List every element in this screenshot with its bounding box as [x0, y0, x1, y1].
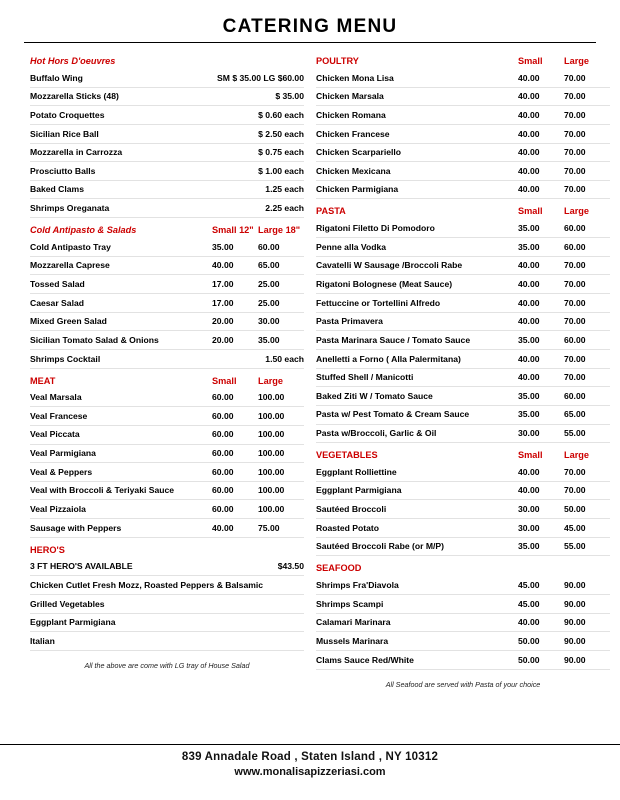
- menu-item-row: [30, 350, 304, 369]
- menu-item-price-large: 70.00: [564, 128, 586, 139]
- menu-item-name: Veal Pizzaiola: [30, 504, 86, 515]
- section-col-small: Small: [212, 375, 237, 386]
- menu-item-name: Shrimps Oreganata: [30, 203, 110, 214]
- section-col-small: Small 12": [212, 225, 254, 236]
- menu-item-price-small: 30.00: [518, 522, 540, 533]
- menu-item-name: Chicken Scarpariello: [316, 147, 402, 158]
- menu-item-row: [30, 500, 304, 519]
- menu-item-price-small: 40.00: [518, 128, 540, 139]
- menu-item-price-large: 60.00: [564, 334, 586, 345]
- menu-item-name: 3 FT HERO'S AVAILABLE: [30, 561, 133, 572]
- menu-item-name: Veal Marsala: [30, 392, 82, 403]
- menu-item-price-large: 65.00: [258, 260, 280, 271]
- left-column: [10, 49, 310, 670]
- menu-item-price-large: 60.00: [258, 241, 280, 252]
- menu-item-price: $ 0.75 each: [258, 147, 304, 158]
- menu-item-row: [316, 651, 610, 670]
- menu-item-row: [316, 595, 610, 614]
- menu-item-row: [30, 125, 304, 144]
- menu-item-price-large: 55.00: [564, 428, 586, 439]
- menu-item-row: [30, 331, 304, 350]
- footer-address: 839 Annadale Road , Staten Island , NY 10312: [181, 751, 439, 763]
- menu-item-price: $ 1.00 each: [258, 165, 304, 176]
- menu-item-price: 1.50 each: [265, 353, 304, 364]
- menu-item-name: Shrimps Cocktail: [30, 353, 101, 364]
- menu-item-row: [316, 500, 610, 519]
- menu-item-row: [316, 144, 610, 163]
- section-title: POULTRY: [316, 56, 359, 66]
- menu-item-price-small: 45.00: [518, 579, 540, 590]
- menu-section: [316, 206, 610, 443]
- menu-item-price-small: 40.00: [518, 279, 540, 289]
- section-title: VEGETABLES: [316, 450, 378, 461]
- menu-item-price-small: 60.00: [212, 392, 234, 403]
- bottom-bar: [0, 794, 620, 800]
- menu-item-name: Pasta Primavera: [316, 316, 383, 327]
- menu-item-price-large: 70.00: [564, 109, 586, 120]
- menu-item-row: [316, 162, 610, 181]
- menu-item-price-large: 70.00: [564, 165, 586, 176]
- menu-item-name: Roasted Potato: [316, 522, 380, 533]
- section-title: Hot Hors D'oeuvres: [30, 56, 116, 66]
- menu-item-price-small: 40.00: [518, 165, 540, 176]
- menu-item-price: 2.25 each: [265, 203, 304, 214]
- menu-item-price-large: 60.00: [564, 241, 586, 252]
- menu-item-price-small: 60.00: [212, 485, 234, 496]
- section-title: PASTA: [316, 206, 346, 217]
- section-title: SEAFOOD: [316, 563, 362, 574]
- menu-section: [316, 56, 610, 199]
- menu-item-price-large: 70.00: [564, 279, 586, 289]
- menu-item-row: [30, 257, 304, 276]
- section-title: Cold Antipasto & Salads: [30, 225, 137, 236]
- section-header: [316, 56, 610, 66]
- menu-item-row: [316, 313, 610, 332]
- menu-item-price: $43.50: [277, 561, 304, 572]
- menu-item-price-large: 55.00: [564, 541, 586, 552]
- menu-item-price-small: 40.00: [518, 297, 540, 308]
- page-title: CATERING MENU: [222, 16, 398, 37]
- menu-item-price-small: 35.00: [518, 541, 540, 552]
- section-header: [30, 56, 304, 66]
- menu-item-name: Buffalo Wing: [30, 72, 83, 83]
- section-title: HERO'S: [30, 544, 65, 555]
- menu-item-row: [316, 406, 610, 425]
- title-divider: [24, 42, 596, 43]
- menu-item-price: $ 0.60 each: [258, 109, 304, 120]
- menu-item-name: Mozzarella in Carrozza: [30, 147, 123, 158]
- menu-item-row: [316, 576, 610, 595]
- menu-item-name: Penne alla Vodka: [316, 241, 387, 252]
- menu-item-name: Chicken Mexicana: [316, 165, 391, 176]
- menu-item-price-large: 75.00: [258, 522, 280, 533]
- menu-item-row: [316, 331, 610, 350]
- menu-item-name: Mozzarella Sticks (48): [30, 91, 119, 102]
- menu-item-price: 1.25 each: [265, 184, 304, 195]
- footer-website[interactable]: www.monalisapizzeriasi.com: [234, 766, 386, 778]
- menu-item-price-large: 100.00: [258, 504, 285, 515]
- menu-item-row: [30, 519, 304, 538]
- menu-item-name: Mozzarella Caprese: [30, 260, 110, 271]
- section-col-large: Large: [564, 450, 590, 461]
- section-col-large: Large: [258, 375, 284, 386]
- menu-item-row: [316, 257, 610, 276]
- section-header: [30, 545, 304, 555]
- menu-item-name: Stuffed Shell / Manicotti: [316, 372, 414, 383]
- menu-item-price-small: 40.00: [518, 617, 540, 628]
- menu-item-price-large: 65.00: [564, 409, 586, 420]
- menu-item-price-small: 60.00: [212, 429, 234, 440]
- menu-item-row: [316, 350, 610, 369]
- menu-section: [30, 545, 304, 651]
- menu-item-row: [30, 294, 304, 313]
- section-col-large: Large 18": [258, 225, 301, 236]
- menu-item-row: [316, 125, 610, 144]
- menu-item-row: [316, 69, 610, 88]
- menu-item-row: [316, 88, 610, 107]
- menu-item-name: Italian: [30, 635, 55, 646]
- menu-item-price-small: 60.00: [212, 448, 234, 459]
- menu-item-price-small: 40.00: [518, 147, 540, 158]
- right-column: [310, 49, 610, 689]
- menu-item-price-small: 50.00: [518, 654, 540, 665]
- menu-item-price-large: 100.00: [258, 466, 285, 477]
- menu-item-name: Veal & Peppers: [30, 466, 93, 477]
- menu-item-name: Pasta w/Broccoli, Garlic & Oil: [316, 428, 437, 439]
- menu-item-price-large: 50.00: [564, 504, 586, 515]
- menu-item-name: Shrimps Fra'Diavola: [316, 579, 399, 590]
- menu-item-price-small: 17.00: [212, 279, 234, 289]
- menu-item-name: Calamari Marinara: [316, 617, 391, 628]
- menu-item-price-small: 40.00: [518, 184, 540, 195]
- menu-item-price-large: 100.00: [258, 429, 285, 440]
- menu-item-price-large: 25.00: [258, 297, 280, 308]
- menu-item-price-large: 100.00: [258, 485, 285, 496]
- menu-item-price-small: 20.00: [212, 316, 234, 327]
- menu-item-name: Baked Clams: [30, 184, 84, 195]
- menu-item-row: [316, 425, 610, 444]
- menu-item-price-large: 70.00: [564, 297, 586, 308]
- menu-item-row: [316, 294, 610, 313]
- menu-item-price: SM $ 35.00 LG $60.00: [217, 72, 304, 83]
- section-col-small: Small: [518, 450, 543, 461]
- menu-section: [316, 563, 610, 669]
- menu-item-name: Chicken Mona Lisa: [316, 72, 394, 83]
- menu-item-price-large: 70.00: [564, 72, 586, 83]
- menu-item-name: Pasta w/ Pest Tomato & Cream Sauce: [316, 409, 470, 420]
- menu-item-price-small: 40.00: [518, 109, 540, 120]
- menu-item-price-small: 40.00: [518, 260, 540, 271]
- menu-section: [30, 376, 304, 538]
- section-col-small: Small: [518, 206, 543, 217]
- menu-item-price-large: 90.00: [564, 635, 586, 646]
- menu-columns: [10, 49, 610, 689]
- menu-item-price-small: 40.00: [518, 72, 540, 83]
- menu-item-name: Pasta Marinara Sauce / Tomato Sauce: [316, 334, 471, 345]
- menu-item-price-large: 100.00: [258, 448, 285, 459]
- menu-item-name: Prosciutto Balls: [30, 165, 96, 176]
- menu-item-price-large: 70.00: [564, 353, 586, 364]
- menu-item-name: Fettuccine or Tortellini Alfredo: [316, 297, 441, 308]
- menu-item-row: [316, 519, 610, 538]
- section-col-large: Large: [564, 206, 590, 217]
- menu-item-name: Anelletti a Forno ( Alla Palermitana): [316, 353, 461, 364]
- menu-item-price-small: 45.00: [518, 598, 540, 609]
- menu-item-name: Sautéed Broccoli Rabe (or M/P): [316, 541, 444, 552]
- menu-item-price-small: 35.00: [518, 334, 540, 345]
- menu-item-row: [30, 106, 304, 125]
- menu-item-price-large: 90.00: [564, 579, 586, 590]
- menu-item-price-small: 20.00: [212, 334, 234, 345]
- menu-item-price-large: 30.00: [258, 316, 280, 327]
- menu-item-price-small: 40.00: [518, 485, 540, 496]
- menu-item-row: [30, 558, 304, 577]
- menu-item-price-small: 30.00: [518, 428, 540, 439]
- menu-item-price-small: 40.00: [212, 260, 234, 271]
- menu-item-price-large: 70.00: [564, 184, 586, 195]
- menu-item-price-small: 40.00: [518, 372, 540, 383]
- menu-item-row: [316, 275, 610, 294]
- menu-item-name: Tossed Salad: [30, 279, 85, 289]
- menu-item-row: [316, 463, 610, 482]
- menu-item-name: Clams Sauce Red/White: [316, 654, 414, 665]
- menu-item-price-large: 70.00: [564, 372, 586, 383]
- menu-item-price: $ 2.50 each: [258, 128, 304, 139]
- section-header: [30, 225, 304, 235]
- menu-item-name: Chicken Marsala: [316, 91, 384, 102]
- menu-section: [30, 225, 304, 368]
- menu-item-row: [30, 595, 304, 614]
- menu-item-row: [316, 614, 610, 633]
- menu-item-name: Sautéed Broccoli: [316, 504, 387, 515]
- section-header: [30, 376, 304, 386]
- section-col-large: Large: [564, 56, 590, 66]
- menu-item-row: [316, 387, 610, 406]
- menu-item-name: Chicken Francese: [316, 128, 390, 139]
- menu-item-row: [30, 181, 304, 200]
- menu-item-row: [30, 407, 304, 426]
- menu-item-price-small: 60.00: [212, 504, 234, 515]
- section-header: [316, 563, 610, 573]
- menu-item-name: Eggplant Rolliettine: [316, 466, 397, 477]
- menu-item-name: Veal Francese: [30, 410, 88, 421]
- menu-item-price-large: 60.00: [564, 390, 586, 401]
- menu-item-row: [30, 69, 304, 88]
- menu-item-name: Rigatoni Bolognese (Meat Sauce): [316, 279, 453, 289]
- menu-item-row: [30, 238, 304, 257]
- menu-item-name: Veal with Broccoli & Teriyaki Sauce: [30, 485, 175, 496]
- section-header: [316, 450, 610, 460]
- menu-item-price-large: 90.00: [564, 617, 586, 628]
- menu-item-price-small: 35.00: [518, 241, 540, 252]
- right-column-note: All Seafood are served with Pasta of your choice: [385, 679, 541, 689]
- menu-section: [30, 56, 304, 218]
- menu-item-row: [30, 275, 304, 294]
- menu-item-price-large: 90.00: [564, 598, 586, 609]
- menu-item-name: Grilled Vegetables: [30, 598, 105, 609]
- menu-item-price: $ 35.00: [275, 91, 304, 102]
- menu-item-name: Potato Croquettes: [30, 109, 105, 120]
- menu-item-name: Chicken Romana: [316, 109, 386, 120]
- menu-item-name: Caesar Salad: [30, 297, 84, 308]
- menu-item-row: [316, 482, 610, 501]
- menu-item-row: [316, 106, 610, 125]
- page-footer: [0, 744, 620, 800]
- menu-item-name: Veal Piccata: [30, 429, 80, 440]
- menu-item-price-large: 70.00: [564, 485, 586, 496]
- menu-item-price-small: 17.00: [212, 297, 234, 308]
- menu-item-price-large: 70.00: [564, 91, 586, 102]
- menu-item-row: [30, 88, 304, 107]
- left-column-note: All the above are come with LG tray of House Salad: [84, 660, 250, 670]
- menu-item-price-small: 35.00: [518, 223, 540, 234]
- menu-item-name: Mussels Marinara: [316, 635, 389, 646]
- menu-item-price-large: 45.00: [564, 522, 586, 533]
- menu-item-name: Veal Parmigiana: [30, 448, 96, 459]
- menu-item-row: [30, 426, 304, 445]
- menu-item-row: [30, 313, 304, 332]
- menu-item-row: [30, 445, 304, 464]
- menu-item-row: [30, 632, 304, 651]
- menu-item-row: [30, 576, 304, 595]
- menu-item-price-large: 60.00: [564, 223, 586, 234]
- menu-item-price-small: 60.00: [212, 410, 234, 421]
- menu-item-price-small: 35.00: [518, 390, 540, 401]
- menu-item-price-small: 50.00: [518, 635, 540, 646]
- section-title: MEAT: [30, 375, 56, 386]
- menu-item-name: Cavatelli W Sausage /Broccoli Rabe: [316, 260, 463, 271]
- menu-item-price-small: 40.00: [518, 316, 540, 327]
- menu-item-price-large: 100.00: [258, 392, 285, 403]
- menu-item-price-small: 30.00: [518, 504, 540, 515]
- menu-item-name: Shrimps Scampi: [316, 598, 384, 609]
- menu-item-price-small: 40.00: [212, 522, 234, 533]
- menu-item-price-large: 70.00: [564, 466, 586, 477]
- menu-item-price-small: 35.00: [212, 241, 234, 252]
- menu-item-price-large: 100.00: [258, 410, 285, 421]
- menu-item-price-small: 35.00: [518, 409, 540, 420]
- menu-item-name: Eggplant Parmigiana: [316, 485, 402, 496]
- menu-item-row: [316, 369, 610, 388]
- section-header: [316, 206, 610, 216]
- menu-item-price-small: 40.00: [518, 91, 540, 102]
- menu-item-price-large: 70.00: [564, 147, 586, 158]
- menu-item-price-small: 40.00: [518, 466, 540, 477]
- menu-section: [316, 450, 610, 556]
- menu-item-name: Sicilian Rice Ball: [30, 128, 99, 139]
- menu-item-name: Eggplant Parmigiana: [30, 617, 116, 628]
- menu-item-row: [30, 482, 304, 501]
- menu-item-row: [30, 614, 304, 633]
- menu-item-row: [316, 538, 610, 557]
- menu-item-row: [30, 199, 304, 218]
- menu-item-price-large: 25.00: [258, 279, 280, 289]
- menu-item-price-large: 70.00: [564, 260, 586, 271]
- menu-item-row: [316, 238, 610, 257]
- menu-item-price-small: 40.00: [518, 353, 540, 364]
- menu-item-row: [30, 144, 304, 163]
- menu-item-price-small: 60.00: [212, 466, 234, 477]
- menu-item-row: [316, 632, 610, 651]
- menu-item-name: Chicken Cutlet Fresh Mozz, Roasted Peppers & Balsamic: [30, 579, 264, 590]
- menu-item-name: Sicilian Tomato Salad & Onions: [30, 334, 159, 345]
- menu-item-price-large: 70.00: [564, 316, 586, 327]
- menu-item-price-large: 35.00: [258, 334, 280, 345]
- menu-item-name: Chicken Parmigiana: [316, 184, 399, 195]
- menu-item-row: [316, 219, 610, 238]
- section-col-small: Small: [518, 56, 543, 66]
- menu-item-row: [30, 389, 304, 408]
- menu-item-row: [316, 181, 610, 200]
- menu-item-name: Rigatoni Filetto Di Pomodoro: [316, 223, 435, 234]
- menu-item-name: Sausage with Peppers: [30, 522, 122, 533]
- menu-item-name: Mixed Green Salad: [30, 316, 107, 327]
- menu-item-name: Cold Antipasto Tray: [30, 241, 111, 252]
- menu-item-row: [30, 162, 304, 181]
- menu-item-price-large: 90.00: [564, 654, 586, 665]
- menu-item-name: Baked Ziti W / Tomato Sauce: [316, 390, 433, 401]
- menu-item-row: [30, 463, 304, 482]
